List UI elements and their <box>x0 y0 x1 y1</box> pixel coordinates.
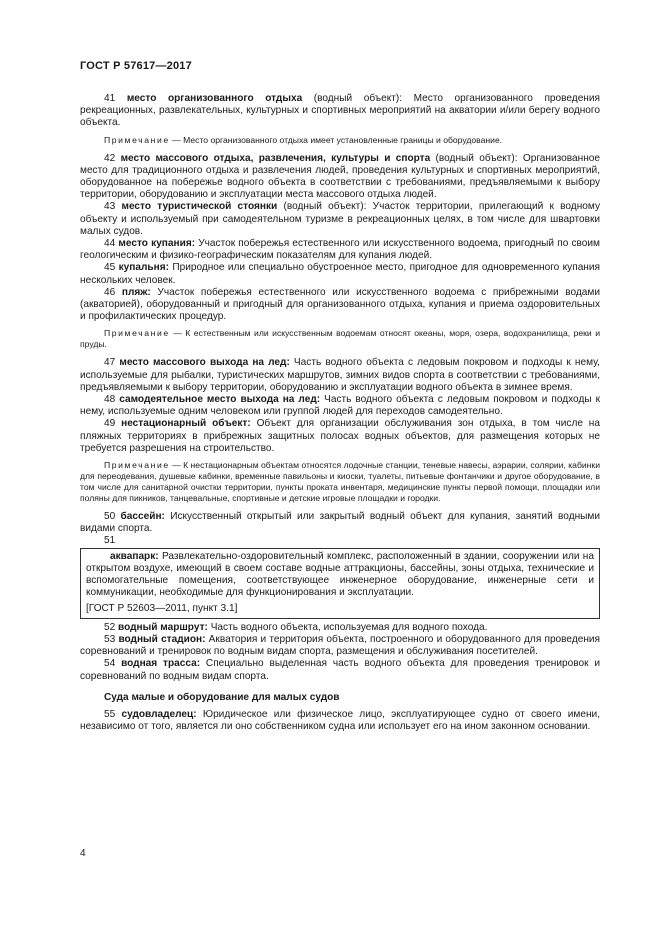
section-heading: Суда малые и оборудование для малых судов <box>104 691 340 703</box>
term-number: 42 <box>104 152 116 164</box>
term-entry-48 <box>80 394 600 418</box>
term-entry-50 <box>80 511 600 535</box>
term-name: водный маршрут: <box>118 621 208 633</box>
term-entry-41 <box>80 93 600 130</box>
term-number: 49 <box>104 418 116 430</box>
term-entry-42 <box>80 153 600 202</box>
term-entry-55 <box>80 709 600 733</box>
term-name: судовладелец: <box>121 708 197 720</box>
term-number: 46 <box>104 286 116 298</box>
note-label: Примечание <box>104 328 170 339</box>
term-definition: Специально выделенная часть водного объекта для проведения тренировок и соревнований по водным видам спорта. <box>80 658 600 682</box>
term-definition: Часть водного объекта с ледовым покровом и подходы к нему, используемые одним человеком или группой людей для переходов самодеятельно. <box>80 394 601 418</box>
term-definition: Часть водного объекта, используемая для водного похода. <box>207 621 488 633</box>
term-definition: Участок территории, прилегающий к водному объекту и используемый при самодеятельном туризме в рекреационных целях, в том числе для швартовки малых судов. <box>80 201 600 237</box>
term-name: аквапарк: <box>110 550 159 562</box>
term-number: 44 <box>104 238 116 250</box>
term-entry-51-box <box>80 548 600 619</box>
term-entry-53 <box>80 634 600 658</box>
term-definition: Природное или специально обустроенное место, пригодное для одновременного купания нескольких человек. <box>80 262 600 286</box>
term-number: 47 <box>104 357 116 369</box>
note-text: — К нестационарным объектам относятся лодочные станции, теневые навесы, аэрарии, солярии, кабинки для переодевания, душевые кабинки, временные павильоны и киоски, туалеты, питьевые фонтанчики и другое оборудование, в том числе для санитарной очистки территории, пункты проката инвентаря, медицинские пункты первой помощи, площадки или поляны для пикников, танцевальные, спортивные и детские игровые площадки и городки. <box>80 460 600 504</box>
term-name: место массового выхода на лед: <box>119 357 290 369</box>
term-number: 52 <box>104 621 116 633</box>
term-number: 41 <box>104 93 116 104</box>
term-definition: Участок побережья естественного или искусственного водоема, пригодный по своим геологическим и физико-географическим показателям для купания людей. <box>80 238 600 262</box>
term-number: 53 <box>104 633 116 645</box>
note-label: Примечание <box>104 134 170 145</box>
term-definition: Часть водного объекта с ледовым покровом и подходы к нему, используемые для рыбалки, туристических маршрутов, зимних видов спорта в соответствии с требованиями, предъявляемыми к выбору территории, оборудованию и эксплуатации водного объекта в зимнее время. <box>80 357 600 393</box>
term-name: водная трасса: <box>121 658 201 670</box>
term-name: пляж: <box>121 286 151 298</box>
term-number-51: 51 <box>104 535 116 547</box>
term-qualifier: (водный объект): <box>302 93 403 104</box>
term-definition: Искусственный открытый или закрытый водный объект для купания, занятий водными видами спорта. <box>80 511 600 535</box>
term-name: водный стадион: <box>118 633 206 645</box>
term-definition: Развлекательно-оздоровительный комплекс, расположенный в здании, сооружении или на открытом воздухе, имеющий в своем составе водные аттракционы, бассейны, зоны отдыха, технические и вспомогательные помещения, соответствующее инженерное оборудование, инженерные сети и коммуникации, необходимые для функционирования и эксплуатации. <box>86 550 594 599</box>
note-label: Примечание <box>104 460 170 471</box>
term-entry-43 <box>80 201 600 238</box>
term-definition: Акватория и территория объекта, построенного и оборудованного для проведения соревнований и тренировок по водным видам спорта, размещения и обслуживания посетителей. <box>80 633 600 658</box>
term-qualifier: (водный объект): <box>430 152 518 164</box>
term-definition: Объект для организации обслуживания зон отдыха, в том числе на пляжных территориях в прибрежных защитных полосах водных объектов, для размещения которых не требуется разрешения на строительство. <box>80 418 600 454</box>
note-49 <box>80 460 600 504</box>
term-name: место массового отдыха, развлечения, культуры и спорта <box>120 152 431 164</box>
term-entry-46 <box>80 287 600 324</box>
term-name: место организованного отдыха <box>126 93 303 104</box>
term-name: нестационарный объект: <box>121 418 251 430</box>
term-name: место купания: <box>118 238 196 250</box>
term-number: 48 <box>104 394 116 406</box>
term-entry-51 <box>86 551 594 600</box>
term-entry-49 <box>80 418 600 455</box>
term-definition: Организованное место для традиционного отдыха и развлечения людей, проведения культурных и спортивных мероприятий, оборудованное на побережье водного объекта в соответствии с требованиями, предъявляемыми к выбору территории, оборудованию и эксплуатации места массового отдыха людей. <box>80 152 600 201</box>
term-name: купальня: <box>118 262 169 274</box>
term-entry-44 <box>80 238 600 262</box>
term-name: бассейн: <box>120 511 165 523</box>
source-reference: [ГОСТ Р 52603—2011, пункт 3.1] <box>86 602 238 614</box>
term-number: 54 <box>104 658 116 670</box>
note-46 <box>80 328 600 350</box>
term-number: 45 <box>104 262 116 274</box>
term-qualifier: (водный объект): <box>277 201 367 213</box>
term-number: 43 <box>104 201 116 213</box>
standard-header: ГОСТ Р 57617—2017 <box>80 60 192 72</box>
note-text: — Место организованного отдыха имеет установленные границы и оборудование. <box>169 134 503 145</box>
term-entry-52 <box>80 622 600 634</box>
note-41 <box>80 135 600 146</box>
term-number: 50 <box>104 511 116 523</box>
term-definition: Юридическое или физическое лицо, эксплуатирующее судно от своего имени, независимо от того, является ли оно собственником судна или использует его на ином законном основании. <box>80 708 600 733</box>
note-text: — К естественным или искусственным водоемам относят океаны, моря, озера, водохранилища, реки и пруды. <box>80 328 600 350</box>
term-number: 55 <box>104 708 116 720</box>
term-definition: Место организованного проведения рекреационных, развлекательных, культурных и спортивных мероприятий на акватории и/или берегу водного объекта. <box>80 93 600 129</box>
term-name: место туристической стоянки <box>121 201 278 213</box>
term-entry-54 <box>80 658 600 682</box>
term-entry-47 <box>80 357 600 394</box>
term-entry-45 <box>80 262 600 286</box>
term-definition: Участок побережья естественного или искусственного водоема с прибрежными водами (акваторией), оборудованный и пригодный для организованного отдыха, купания и приема оздоровительных и профилактических процедур. <box>80 286 601 323</box>
document-body <box>80 93 600 733</box>
term-name: самодеятельное место выхода на лед: <box>119 394 321 406</box>
page-number: 4 <box>80 848 86 859</box>
